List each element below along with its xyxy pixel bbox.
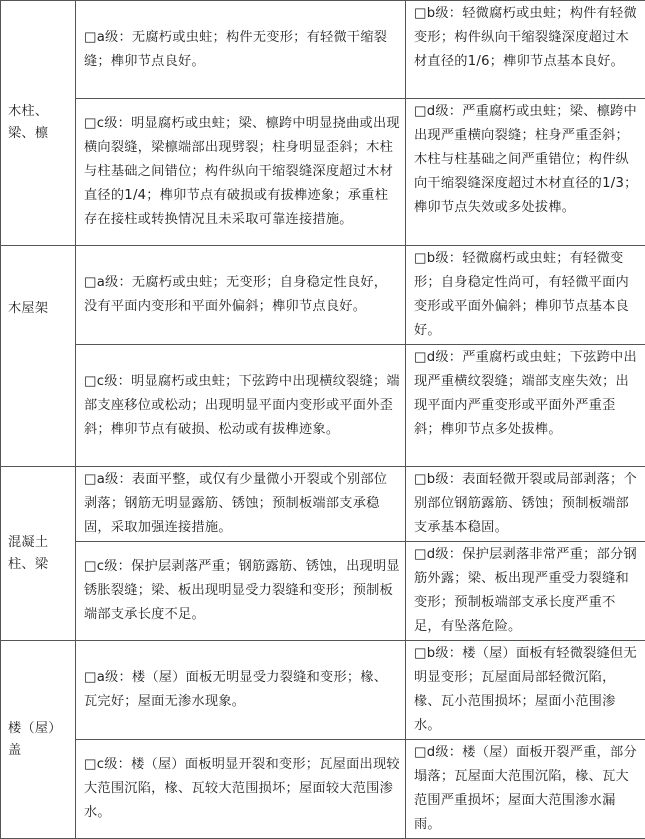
grade-d-cell: □d级：保护层剥落非常严重；部分钢筋外露；梁、板出现严重受力裂缝和变形；预制板端部支承长度严重不足，有坠落危险。 (406, 542, 645, 641)
category-cell: 木柱、梁、檩 (1, 1, 76, 246)
grade-a-cell: □a级：楼（屋）面板无明显受力裂缝和变形；椽、瓦完好；屋面无渗水现象。 (76, 641, 406, 740)
category-cell: 木屋架 (1, 246, 76, 467)
table-row (1, 641, 645, 740)
table-row (1, 246, 645, 345)
grade-a-cell: □a级：表面平整，或仅有少量微小开裂或个别部位剥落；钢筋无明显露筋、锈蚀；预制板端部支承稳固，采取加强连接措施。 (76, 467, 406, 542)
table-row (1, 542, 645, 641)
grade-a-cell: □a级：无腐朽或虫蛀；无变形；自身稳定性良好，没有平面内变形和平面外偏斜；榫卯节点良好。 (76, 246, 406, 345)
grade-b-cell: □b级：轻微腐朽或虫蛀；构件有轻微变形；构件纵向干缩裂缝深度超过木材直径的1/6；榫卯节点基本良好。 (406, 1, 645, 99)
grade-c-cell: □c级：楼（屋）面板明显开裂和变形；瓦屋面出现较大范围沉陷，椽、瓦较大范围损坏；屋面较大范围渗水。 (76, 740, 406, 839)
category-cell: 楼（屋）盖 (1, 641, 76, 839)
grade-b-cell: □b级：表面轻微开裂或局部剥落；个别部位钢筋露筋、锈蚀；预制板端部支承基本稳固。 (406, 467, 645, 542)
table-row (1, 99, 645, 246)
grade-c-cell: □c级：明显腐朽或虫蛀；梁、檩跨中明显挠曲或出现横向裂缝，梁檩端部出现劈裂；柱身明显歪斜；木柱与柱基础之间错位；构件纵向干缩裂缝深度超过木材直径的1/4；榫卯节点有破损或有拔榫迹象；承重柱存在接柱或转换情况且未采取可靠连接措施。 (76, 99, 406, 246)
table-row (1, 1, 645, 99)
grade-a-cell: □a级：无腐朽或虫蛀；构件无变形；有轻微干缩裂缝；榫卯节点良好。 (76, 1, 406, 99)
grade-c-cell: □c级：保护层剥落严重；钢筋露筋、锈蚀，出现明显锈胀裂缝；梁、板出现明显受力裂缝和变形；预制板端部支承长度不足。 (76, 542, 406, 641)
grade-c-cell: □c级：明显腐朽或虫蛀；下弦跨中出现横纹裂缝；端部支座移位或松动；出现明显平面内变形或平面外歪斜；榫卯节点有破损、松动或有拔榫迹象。 (76, 345, 406, 467)
grade-d-cell: □d级：严重腐朽或虫蛀；下弦跨中出现严重横纹裂缝；端部支座失效；出现平面内严重变形或平面外严重歪斜；榫卯节点多处拔榫。 (406, 345, 645, 467)
grade-d-cell: □d级：严重腐朽或虫蛀；梁、檩跨中出现严重横向裂缝；柱身严重歪斜；木柱与柱基础之间严重错位；构件纵向干缩裂缝深度超过木材直径的1/3；榫卯节点失效或多处拔榫。 (406, 99, 645, 246)
grade-b-cell: □b级：楼（屋）面板有轻微裂缝但无明显变形；瓦屋面局部轻微沉陷，椽、瓦小范围损坏；屋面小范围渗水。 (406, 641, 645, 740)
table-row (1, 740, 645, 839)
table-row (1, 467, 645, 542)
grade-b-cell: □b级：轻微腐朽或虫蛀；有轻微变形；自身稳定性尚可，有轻微平面内变形或平面外偏斜；榫卯节点基本良好。 (406, 246, 645, 345)
table-row (1, 345, 645, 467)
category-cell: 混凝土柱、梁 (1, 467, 76, 641)
grade-d-cell: □d级：楼（屋）面板开裂严重，部分塌落；瓦屋面大范围沉陷，椽、瓦大范围严重损坏；屋面大范围渗水漏雨。 (406, 740, 645, 839)
